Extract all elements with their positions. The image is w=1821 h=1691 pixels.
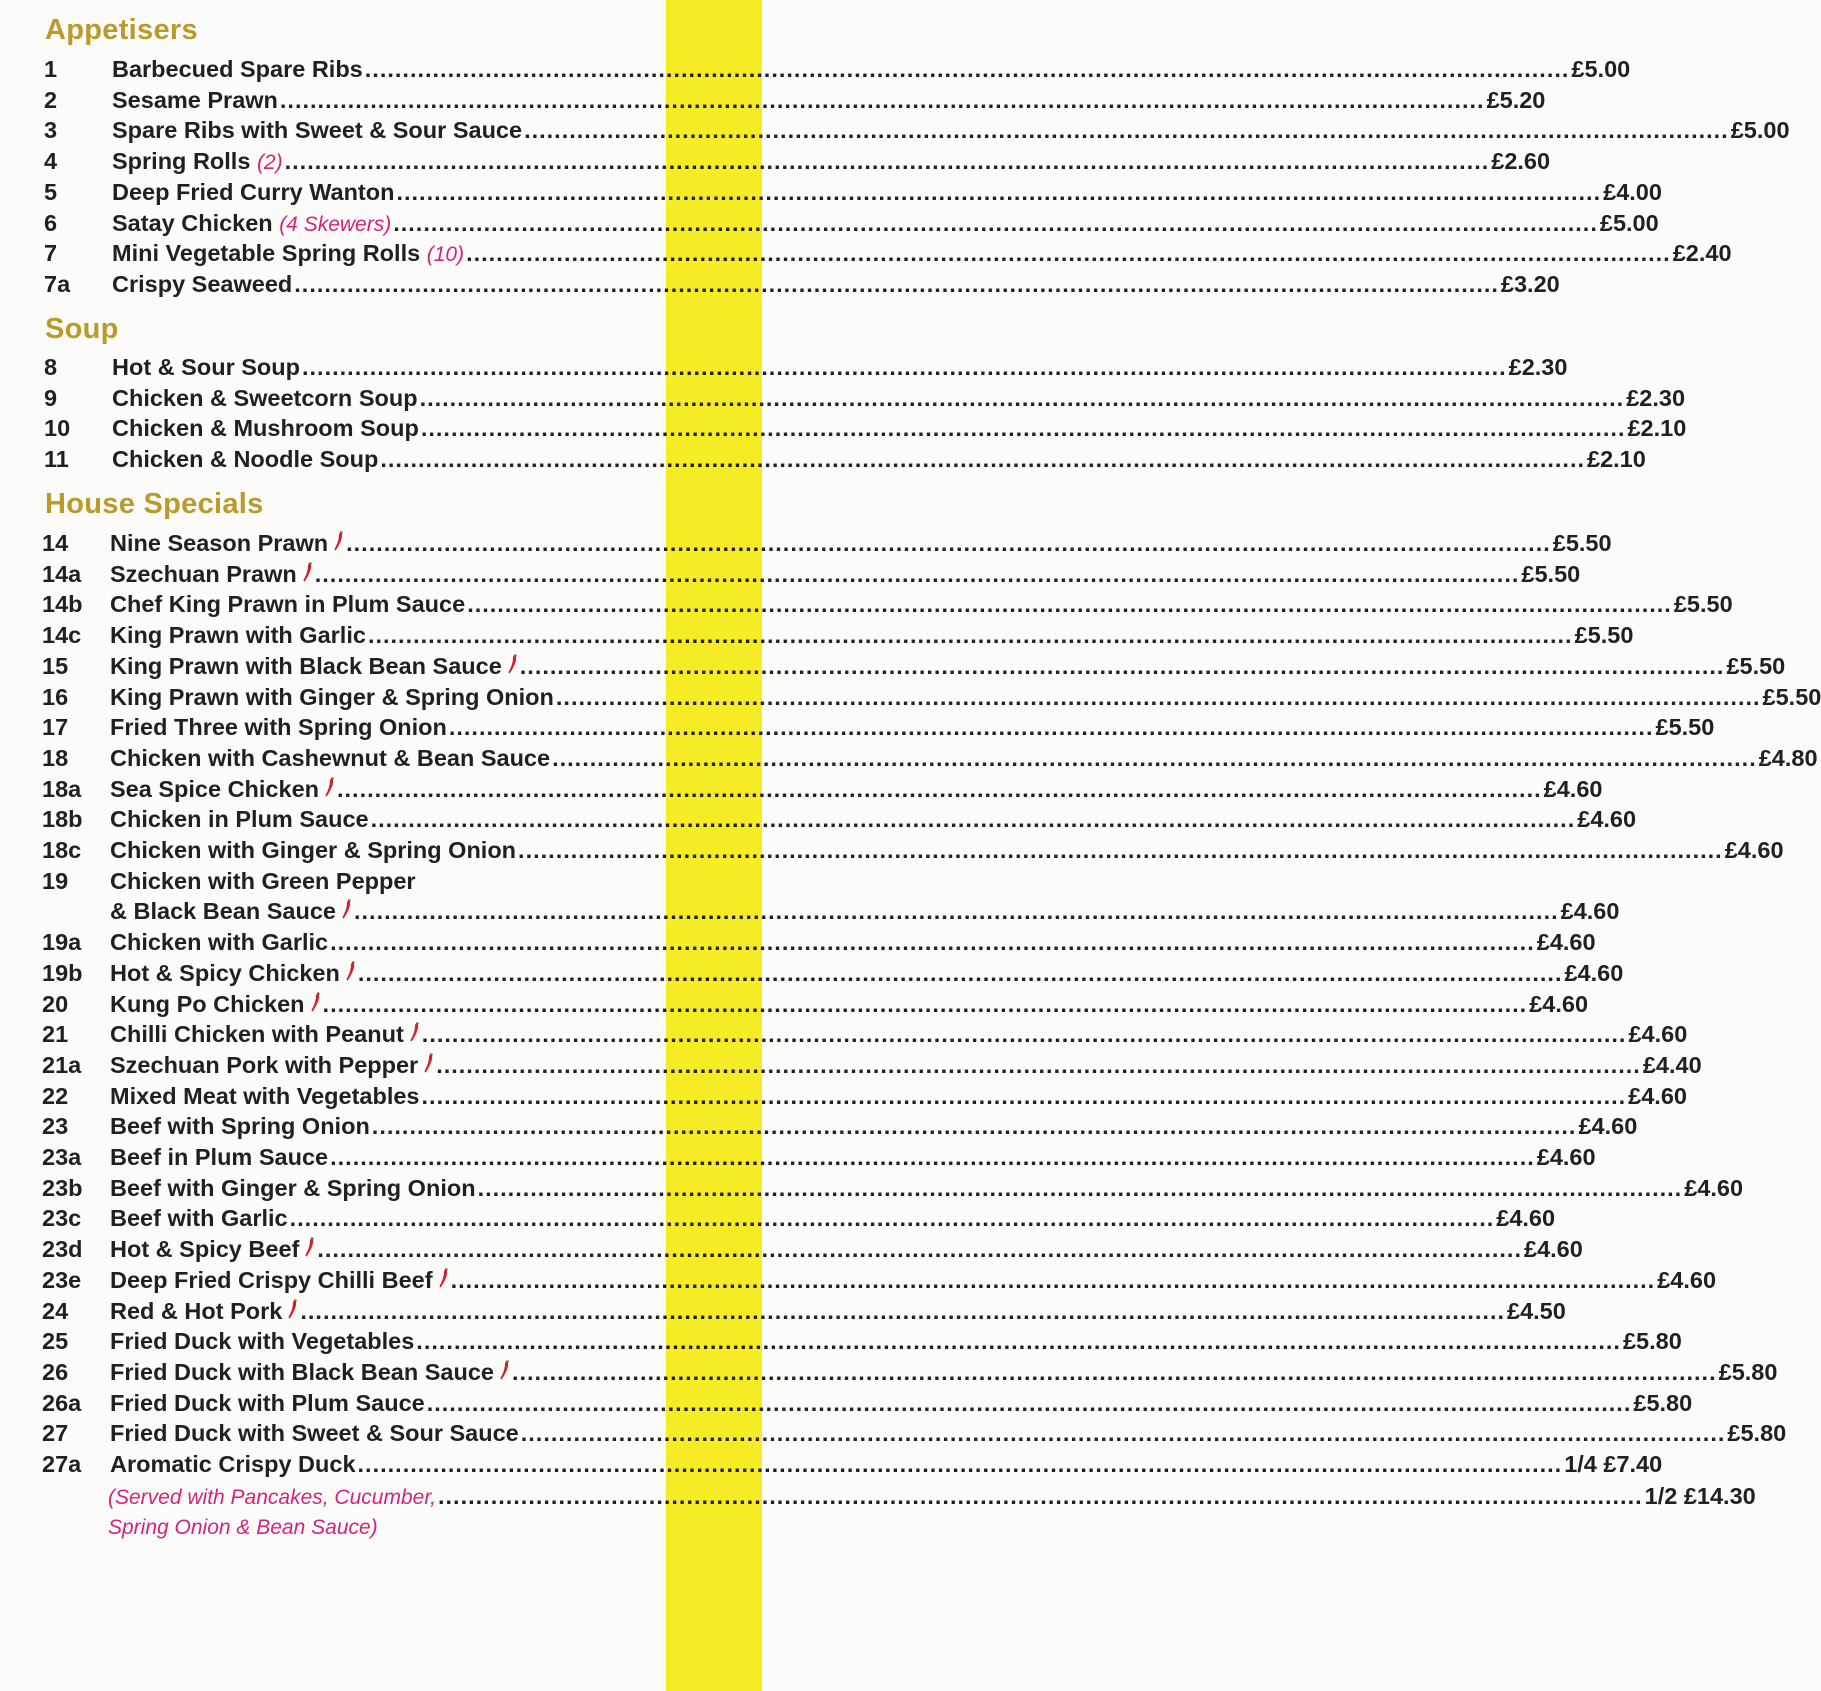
item-price: £2.60 — [1491, 148, 1551, 175]
menu-item-row — [42, 929, 1596, 961]
item-name: Red & Hot Pork — [110, 1297, 283, 1324]
menu-item-row — [42, 560, 1581, 593]
dot-leader: ................................................................................................................................................................ — [555, 683, 1761, 710]
item-number: 9 — [44, 384, 58, 411]
item-number: 23a — [42, 1144, 82, 1170]
menu-item-row — [42, 990, 1589, 1023]
item-name: Hot & Sour Soup — [112, 354, 300, 380]
dot-leader: ................................................................................................................................................................ — [511, 1358, 1717, 1385]
item-name: Fried Three with Spring Onion — [110, 714, 447, 741]
item-price: £5.50 — [1655, 714, 1715, 741]
menu-item-row — [42, 622, 1634, 654]
item-name: Fried Duck with Vegetables — [110, 1328, 415, 1355]
item-price: £5.80 — [1633, 1389, 1693, 1416]
item-name: Spare Ribs with Sweet & Sour Sauce — [112, 117, 523, 144]
dot-leader: ................................................................................................................................................................ — [519, 652, 1725, 679]
menu-item-row — [42, 868, 748, 900]
item-number: 20 — [42, 990, 69, 1017]
chilli-icon — [334, 531, 344, 551]
item-quantity-note: (10) — [426, 243, 465, 267]
menu-item-row — [42, 1297, 1566, 1330]
dot-leader: ................................................................................................................................................................ — [357, 1451, 1563, 1477]
menu-item-row — [42, 744, 1818, 777]
dot-leader: ................................................................................................................................................................ — [346, 530, 1551, 556]
item-number: 10 — [44, 415, 71, 442]
menu-item-row — [42, 1021, 1688, 1053]
item-price: £4.60 — [1657, 1266, 1717, 1293]
dot-leader: ................................................................................................................................................................ — [289, 1205, 1495, 1232]
item-price: £5.50 — [1762, 683, 1821, 710]
item-number: 21a — [42, 1051, 82, 1078]
dot-leader: ................................................................................................................................................................ — [552, 744, 1757, 771]
dot-leader: ................................................................................................................................................................ — [337, 775, 1542, 802]
menu-item-row — [42, 1266, 1717, 1299]
menu-item-row — [44, 415, 1687, 447]
item-price: £4.60 — [1536, 1144, 1596, 1170]
item-price: 1/4 £7.40 — [1564, 1451, 1663, 1477]
item-name: Aromatic Crispy Duck — [110, 1451, 356, 1477]
item-name: King Prawn with Black Bean Sauce — [110, 652, 502, 679]
item-name: Mixed Meat with Vegetables — [110, 1082, 420, 1109]
item-name: Beef in Plum Sauce — [110, 1144, 329, 1170]
item-name: Fried Duck with Black Bean Sauce — [110, 1358, 494, 1385]
dot-leader: ................................................................................................................................................................ — [294, 270, 1499, 297]
item-price: £4.60 — [1529, 990, 1589, 1017]
item-number: 14c — [42, 622, 82, 649]
item-price: £2.10 — [1587, 446, 1646, 473]
item-number: 23d — [42, 1236, 83, 1263]
item-price: £4.60 — [1628, 1021, 1688, 1048]
item-price: £4.60 — [1684, 1174, 1744, 1201]
menu-item-row — [42, 1420, 1787, 1452]
item-name: Fried Duck with Sweet & Sour Sauce — [110, 1420, 519, 1447]
item-name: Spring Rolls — [112, 148, 251, 175]
dot-leader: ................................................................................................................................................................ — [466, 240, 1671, 267]
menu-item-row — [42, 652, 1786, 685]
dot-leader: ................................................................................................................................................................ — [371, 1113, 1577, 1140]
item-price: £5.00 — [1571, 56, 1631, 82]
chilli-icon — [508, 654, 518, 674]
dot-leader: ................................................................................................................................................................ — [279, 86, 1485, 113]
item-number: 4 — [44, 148, 58, 175]
item-name: Chicken & Mushroom Soup — [112, 415, 419, 442]
item-name: Chicken with Cashewnut & Bean Sauce — [110, 744, 551, 771]
item-name: Beef with Ginger & Spring Onion — [110, 1174, 476, 1201]
chilli-icon — [325, 777, 335, 797]
dot-leader: ................................................................................................................................................................ — [301, 354, 1507, 380]
item-number: 23b — [42, 1174, 83, 1201]
item-name: Beef with Spring Onion — [110, 1113, 370, 1140]
item-name-continued: & Black Bean Sauce — [110, 898, 336, 925]
item-price: £2.40 — [1672, 240, 1732, 267]
menu-item-row — [42, 591, 1733, 623]
dot-leader: ................................................................................................................................................................ — [436, 1051, 1641, 1078]
item-number: 19 — [42, 867, 69, 894]
dot-leader: ................................................................................................................................................................ — [330, 1144, 1535, 1170]
item-name: Chicken & Noodle Soup — [112, 446, 379, 473]
item-price: £5.20 — [1486, 86, 1546, 113]
item-number: 7 — [44, 240, 58, 267]
dot-leader: ................................................................................................................................................................ — [367, 622, 1573, 649]
dot-leader: ................................................................................................................................................................ — [364, 56, 1570, 82]
menu-item-row — [42, 959, 1624, 992]
chilli-icon — [303, 562, 313, 582]
item-price: £4.60 — [1496, 1205, 1556, 1232]
menu-item-row — [42, 1051, 1702, 1084]
item-number: 14 — [42, 530, 69, 556]
item-name: King Prawn with Ginger & Spring Onion — [110, 683, 554, 710]
menu-item-row — [42, 1174, 1744, 1207]
duck-serving-note-continued: Spring Onion & Bean Sauce) — [108, 1516, 378, 1540]
dot-leader: ................................................................................................................................................................ — [353, 898, 1559, 925]
item-price: £5.50 — [1726, 652, 1786, 679]
dot-leader: ................................................................................................................................................................ — [396, 178, 1602, 205]
chilli-icon — [288, 1299, 298, 1319]
item-number: 6 — [44, 209, 58, 236]
chilli-icon — [305, 1237, 315, 1257]
item-name: Fried Duck with Plum Sauce — [110, 1389, 425, 1416]
item-name: Chilli Chicken with Peanut — [110, 1021, 404, 1048]
item-name: Chicken with Green Pepper — [110, 867, 416, 894]
dot-leader: ................................................................................................................................................................ — [416, 1328, 1621, 1355]
menu-item-row — [44, 56, 1631, 88]
item-number: 23 — [42, 1113, 69, 1140]
item-number: 18a — [42, 775, 82, 802]
item-quantity-note: (4 Skewers) — [279, 212, 392, 236]
dot-leader: ................................................................................................................................................................ — [300, 1297, 1506, 1324]
item-name: Sea Spice Chicken — [110, 775, 319, 802]
item-number: 23e — [42, 1266, 82, 1293]
item-price: £5.80 — [1718, 1358, 1778, 1385]
item-name: Barbecued Spare Ribs — [112, 56, 363, 82]
item-price: £4.60 — [1577, 806, 1637, 833]
item-number: 26a — [42, 1389, 82, 1416]
item-number: 8 — [44, 354, 58, 380]
item-number: 25 — [42, 1328, 69, 1355]
item-number: 17 — [42, 714, 69, 741]
item-price: £4.80 — [1758, 744, 1818, 771]
item-number: 1 — [44, 56, 58, 82]
duck-serving-note-row — [108, 1482, 1756, 1515]
item-number: 5 — [44, 178, 58, 205]
item-price: £4.60 — [1628, 1082, 1687, 1109]
item-number: 19a — [42, 929, 82, 956]
item-number: 21 — [42, 1021, 69, 1048]
item-number: 18b — [42, 806, 83, 833]
dot-leader: ................................................................................................................................................................ — [420, 415, 1626, 442]
section-heading: House Specials — [45, 488, 264, 520]
menu-item-row — [42, 1451, 1663, 1483]
item-name: Mini Vegetable Spring Rolls — [112, 240, 421, 267]
dot-leader: ................................................................................................................................................................ — [421, 1082, 1627, 1109]
menu-item-row — [42, 530, 1612, 562]
item-number: 11 — [44, 446, 69, 473]
item-price: £5.50 — [1673, 591, 1733, 618]
item-number: 27a — [42, 1451, 82, 1477]
item-price: £5.50 — [1552, 530, 1612, 556]
menu-item-row-continued — [42, 898, 1620, 930]
item-price: £4.40 — [1642, 1051, 1702, 1078]
menu-item-row — [44, 240, 1732, 272]
chilli-icon — [342, 899, 352, 919]
item-name: Hot & Spicy Chicken — [110, 959, 340, 986]
item-number: 18c — [42, 837, 82, 863]
dot-leader: ................................................................................................................................................................ — [314, 560, 1520, 587]
item-number: 3 — [44, 117, 58, 144]
item-number: 18 — [42, 744, 69, 771]
menu-item-row — [42, 1113, 1638, 1145]
dot-leader: ................................................................................................................................................................ — [370, 806, 1576, 833]
item-name: Chicken with Ginger & Spring Onion — [110, 837, 517, 863]
dot-leader: ................................................................................................................................................................ — [421, 1021, 1627, 1048]
dot-leader: ................................................................................................................................................................ — [393, 209, 1598, 236]
item-number: 14b — [42, 591, 83, 618]
menu-item-row — [44, 178, 1662, 211]
chilli-icon — [311, 992, 321, 1012]
dot-leader: ................................................................................................................................................................ — [518, 837, 1723, 863]
item-number: 23c — [42, 1205, 82, 1232]
item-name: Szechuan Prawn — [110, 560, 297, 587]
dot-leader: ................................................................................................................................................................ — [450, 1266, 1656, 1293]
item-price: £2.10 — [1627, 415, 1687, 442]
item-price: £5.00 — [1730, 117, 1790, 144]
chilli-icon — [346, 961, 356, 981]
dot-leader: ................................................................................................................................................................ — [520, 1420, 1726, 1447]
item-name: King Prawn with Garlic — [110, 622, 366, 649]
item-price: £5.80 — [1622, 1328, 1682, 1355]
chilli-icon — [410, 1022, 420, 1042]
duck-half-price: 1/2 £14.30 — [1644, 1482, 1756, 1509]
item-price: £5.80 — [1727, 1420, 1787, 1447]
duck-serving-note: (Served with Pancakes, Cucumber, — [108, 1485, 436, 1509]
menu-item-row — [44, 446, 1646, 478]
item-quantity-note: (2) — [256, 151, 283, 175]
item-name: Chef King Prawn in Plum Sauce — [110, 591, 466, 618]
item-price: £5.00 — [1599, 209, 1659, 236]
item-number: 27 — [42, 1420, 69, 1447]
item-price: £2.30 — [1626, 384, 1686, 411]
item-price: £5.50 — [1574, 622, 1634, 649]
item-price: £4.00 — [1603, 178, 1662, 205]
item-price: £4.60 — [1578, 1113, 1638, 1140]
item-name: Beef with Garlic — [110, 1205, 288, 1232]
item-price: £2.30 — [1508, 354, 1568, 380]
dot-leader: ................................................................................................................................................................ — [524, 117, 1729, 144]
item-price: £3.20 — [1500, 270, 1560, 297]
menu-item-row — [44, 117, 1790, 149]
dot-leader: ................................................................................................................................................................ — [357, 959, 1563, 986]
menu-item-row — [44, 148, 1551, 180]
menu-item-row — [42, 1328, 1682, 1360]
menu-item-row — [42, 837, 1784, 869]
item-name: Chicken & Sweetcorn Soup — [112, 384, 418, 411]
item-number: 19b — [42, 959, 83, 986]
menu-item-row — [42, 806, 1637, 838]
menu-item-row — [42, 1082, 1687, 1115]
chilli-icon — [424, 1053, 434, 1073]
menu-item-row — [44, 209, 1659, 242]
section-heading: Soup — [45, 313, 119, 345]
item-name: Satay Chicken — [112, 209, 273, 236]
menu-item-row — [42, 714, 1715, 746]
dot-leader: ................................................................................................................................................................ — [419, 384, 1625, 411]
item-name: Nine Season Prawn — [110, 530, 329, 556]
dot-leader: ................................................................................................................................................................ — [322, 990, 1528, 1017]
item-number: 16 — [42, 683, 69, 710]
item-number: 24 — [42, 1297, 69, 1324]
dot-leader: ................................................................................................................................................................ — [317, 1236, 1522, 1263]
item-name: Sesame Prawn — [112, 86, 278, 113]
item-number: 2 — [44, 86, 58, 113]
item-number: 14a — [42, 560, 82, 587]
menu-item-row — [42, 1358, 1778, 1391]
section-heading: Appetisers — [45, 14, 198, 46]
dot-leader: ................................................................................................................................................................ — [380, 446, 1586, 473]
item-price: £4.60 — [1560, 898, 1620, 925]
dot-leader: ................................................................................................................................................................ — [330, 929, 1535, 956]
item-price: £4.60 — [1524, 1236, 1583, 1263]
chilli-icon — [439, 1268, 449, 1288]
dot-leader: ................................................................................................................................................................ — [467, 591, 1672, 618]
item-name: Szechuan Pork with Pepper — [110, 1051, 419, 1078]
menu-item-row — [44, 270, 1560, 303]
item-name: Chicken with Garlic — [110, 929, 329, 956]
menu-item-row — [44, 384, 1686, 417]
menu-item-row — [42, 1389, 1693, 1422]
dot-leader: ................................................................................................................................................................ — [284, 148, 1490, 175]
menu-item-row — [44, 354, 1568, 386]
menu-item-row — [42, 1205, 1556, 1237]
menu-item-row — [42, 1144, 1596, 1176]
item-name: Deep Fried Crispy Chilli Beef — [110, 1266, 433, 1293]
menu-item-row — [42, 683, 1821, 716]
item-number: 7a — [44, 270, 71, 297]
menu-item-row — [42, 775, 1603, 808]
chilli-icon — [500, 1360, 510, 1380]
item-number: 22 — [42, 1082, 69, 1109]
item-price: £4.60 — [1564, 959, 1624, 986]
item-name: Chicken in Plum Sauce — [110, 806, 369, 833]
dot-leader: ................................................................................................................................................................ — [477, 1174, 1683, 1201]
dot-leader: ................................................................................................................................................................ — [426, 1389, 1632, 1416]
item-number: 15 — [42, 652, 69, 679]
menu-item-row — [44, 86, 1546, 119]
item-name: Crispy Seaweed — [112, 270, 293, 297]
item-price: £4.60 — [1543, 775, 1603, 802]
dot-leader: ................................................................................................................................................................ — [437, 1482, 1643, 1509]
menu-item-row — [42, 1236, 1583, 1268]
item-name: Hot & Spicy Beef — [110, 1236, 300, 1263]
item-number: 26 — [42, 1358, 69, 1385]
item-price: £4.60 — [1724, 837, 1784, 863]
item-name: Deep Fried Curry Wanton — [112, 178, 395, 205]
item-name: Kung Po Chicken — [110, 990, 305, 1017]
dot-leader: ................................................................................................................................................................ — [448, 714, 1654, 741]
item-price: £5.50 — [1521, 560, 1581, 587]
item-price: £4.60 — [1536, 929, 1596, 956]
item-price: £4.50 — [1507, 1297, 1566, 1324]
